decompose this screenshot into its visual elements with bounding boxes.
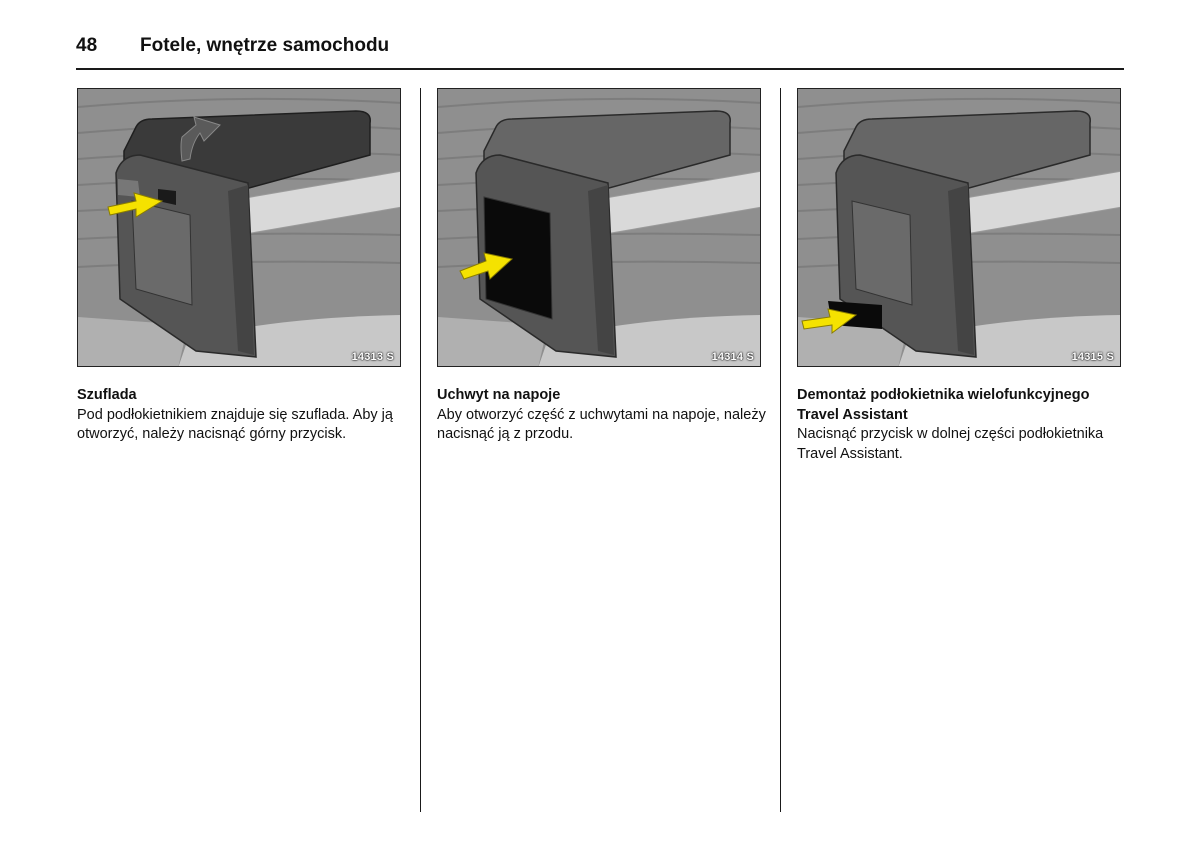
section-heading: Uchwyt na napoje	[437, 387, 561, 403]
figure-cup-holder	[437, 88, 761, 367]
section-cup-holder	[437, 386, 773, 445]
armrest-cup-holder-illustration	[438, 89, 761, 367]
section-heading: Demontaż podłokietnika wielofunkcyjnego Travel Assistant	[797, 387, 1090, 423]
page-number: 48	[76, 35, 98, 56]
section-removal	[797, 386, 1133, 464]
column-divider	[420, 88, 421, 812]
section-body: Nacisnąć przycisk w dolnej części podłokietnika Travel Assistant.	[797, 426, 1104, 462]
figure-code: 14314 S	[711, 351, 754, 363]
figure-code: 14315 S	[1071, 351, 1114, 363]
section-heading: Szuflada	[77, 387, 137, 403]
section-body: Aby otworzyć część z uchwytami na napoje, należy nacisnąć ją z przodu.	[437, 406, 766, 442]
section-body: Pod podłokietnikiem znajduje się szuflada. Aby ją otworzyć, należy nacisnąć górny przycisk.	[77, 406, 393, 442]
header-rule	[76, 68, 1124, 70]
figure-removal	[797, 88, 1121, 367]
armrest-drawer-illustration	[78, 89, 401, 367]
page-header	[76, 30, 389, 62]
column-divider	[780, 88, 781, 812]
page-title: Fotele, wnętrze samochodu	[140, 35, 390, 56]
armrest-removal-illustration	[798, 89, 1121, 367]
figure-drawer	[77, 88, 401, 367]
section-drawer	[77, 386, 413, 445]
figure-code: 14313 S	[351, 351, 394, 363]
